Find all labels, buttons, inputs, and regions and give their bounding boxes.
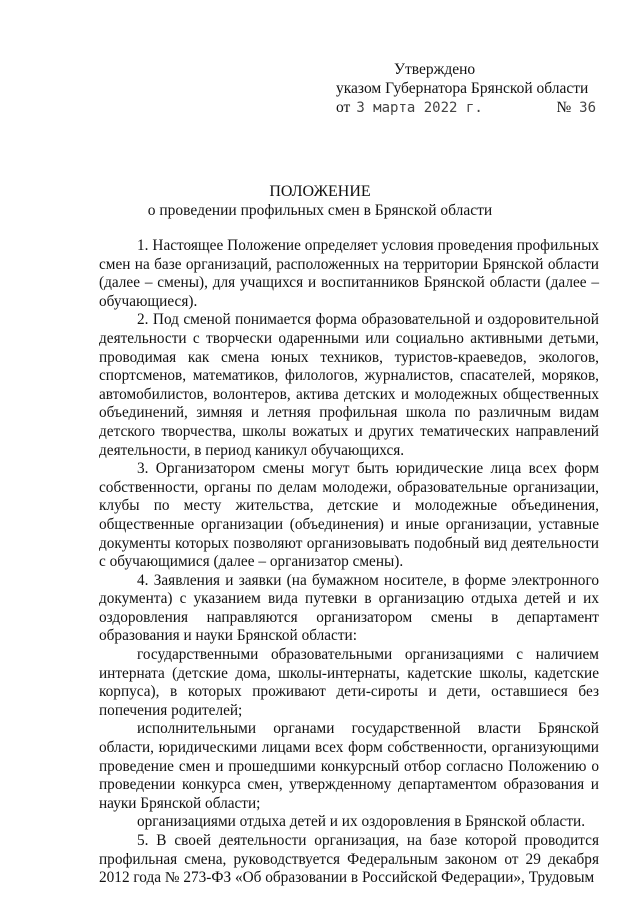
paragraph-5: 5. В своей деятельности организация, на базе которой проводится профильная смена, руководствуется Федеральным законом от 29 декабря 2012 года № 273-ФЗ «Об образовании в Российской Федерации», Трудовым [99, 832, 599, 887]
paragraph-3: 3. Организатором смены могут быть юридические лица всех форм собственности, органы по делам молодежи, образовательные организации, клубы по месту жительства, детские и молодежные объединения, общественные организации (объединения) и иные организации, уставные документы которых позволяют организовывать подобный вид деятельности с обучающимися (далее – организатор смены). [99, 460, 599, 571]
approval-date-line [336, 98, 606, 118]
approval-heading: Утверждено [394, 61, 476, 78]
document-title: ПОЛОЖЕНИЕ [269, 183, 371, 200]
number-sign: № [556, 99, 572, 116]
document-body [99, 237, 599, 888]
paragraph-4-item-3: организациями отдыха детей и их оздоровления в Брянской области. [137, 813, 586, 831]
paragraph-1: 1. Настоящее Положение определяет условия проведения профильных смен на базе организаций, расположенных на территории Брянской области (далее – смены), для учащихся и воспитанников Брянской области (далее – обучающиеся). [99, 237, 599, 310]
document-subtitle: о проведении профильных смен в Брянской области [147, 202, 493, 219]
paragraph-4: 4. Заявления и заявки (на бумажном носителе, в форме электронного документа) с указанием вида путевки в организацию отдыха детей и их оздоровления направляются организатором смены в департамент образования и науки Брянской области: [99, 571, 599, 645]
approval-stamp [336, 60, 606, 118]
paragraph-4-item-1: государственными образовательными организациями с наличием интерната (детские дома, школы-интернаты, кадетские школы, кадетские корпуса), в которых проживают дети-сироты и дети, оставшиеся без попечения родителей; [99, 646, 599, 719]
approval-decree: указом Губернатора Брянской области [336, 80, 589, 97]
paragraph-2: 2. Под сменой понимается форма образовательной и оздоровительной деятельности с творчески одаренными или социально активными детьми, проводимая как смена юных техников, туристов-краеведов, экологов, спортсменов, математиков, филологов, журналистов, спасателей, моряков, автомобилистов, волонтеров, актива детских и молодежных общественных объединений, зимняя и летняя профильная школа по различным видам детского творчества, школы вожатых и других тематических направлений деятельности, в период каникул обучающихся. [99, 311, 599, 459]
approval-date: 3 марта 2022 г. [356, 100, 483, 116]
date-prefix: от [336, 99, 351, 116]
paragraph-4-item-2: исполнительными органами государственной власти Брянской области, юридическими лицами всех форм собственности, организующими проведение смен и прошедшими конкурсный отбор согласно Положению о проведении конкурса смен, утвержденному департаментом образования и науки Брянской области; [99, 720, 599, 812]
approval-number: 36 [579, 100, 596, 116]
number-label [556, 98, 596, 118]
